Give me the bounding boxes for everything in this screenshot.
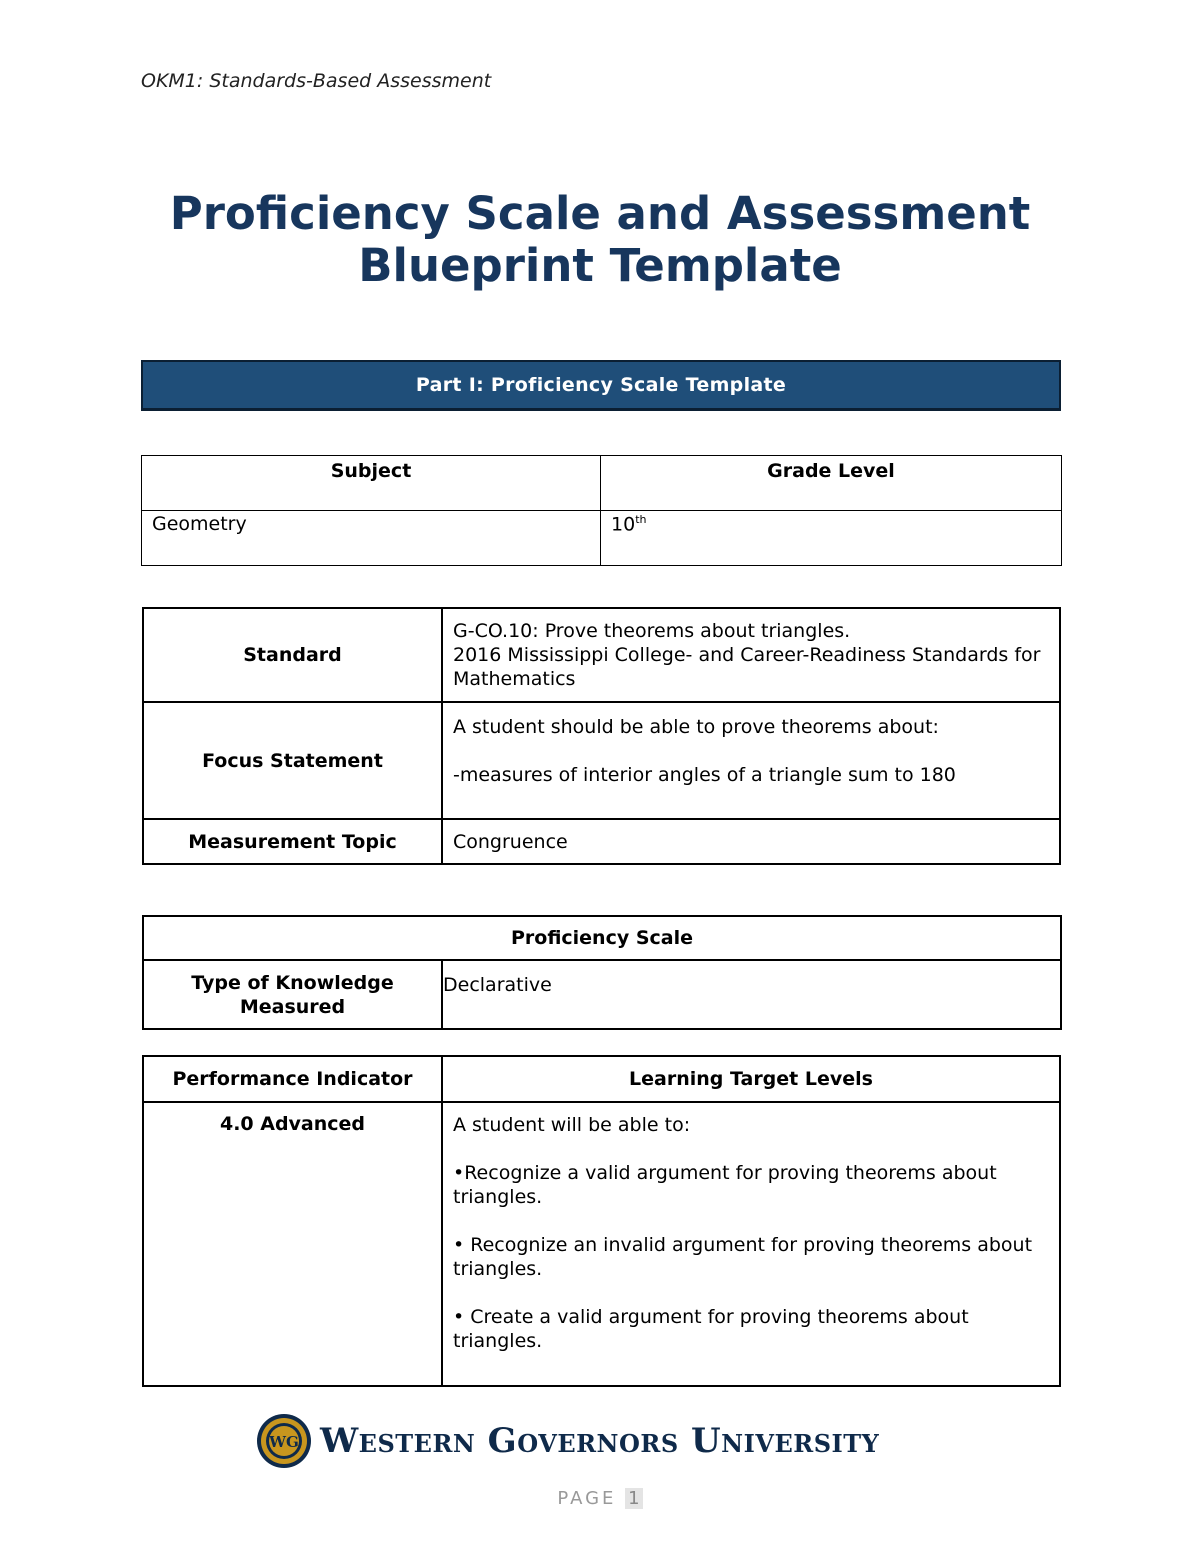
- knowledge-type-value: Declarative: [442, 960, 1061, 1029]
- subject-grade-table: [141, 455, 1062, 566]
- learning-target-header: Learning Target Levels: [442, 1056, 1060, 1102]
- proficiency-scale-table: [142, 915, 1062, 1030]
- target-item: • Create a valid argument for proving theorems about triangles.: [453, 1306, 969, 1352]
- performance-indicator-header: Performance Indicator: [143, 1056, 442, 1102]
- grade-level-header: Grade Level: [601, 456, 1062, 511]
- focus-statement-value: [442, 702, 1060, 819]
- title-line-1: Proficiency Scale and Assessment: [169, 187, 1031, 240]
- subject-header: Subject: [142, 456, 601, 511]
- svg-text:WG: WG: [269, 1433, 299, 1451]
- wgu-logo: [256, 1412, 879, 1470]
- grade-suffix: th: [635, 513, 647, 526]
- target-item: •Recognize a valid argument for proving theorems about triangles.: [453, 1162, 997, 1208]
- knowledge-type-label: Type of Knowledge Measured: [143, 960, 442, 1029]
- wgu-seal-icon: [256, 1413, 312, 1469]
- standard-line-1: G-CO.10: Prove theorems about triangles.: [453, 620, 851, 642]
- page-number: [0, 1488, 1200, 1509]
- standard-table: [142, 607, 1061, 865]
- subject-value: Geometry: [142, 511, 601, 566]
- advanced-level-targets: [442, 1102, 1060, 1386]
- standard-value: [442, 608, 1060, 702]
- target-item: • Recognize an invalid argument for proving theorems about triangles.: [453, 1234, 1033, 1280]
- proficiency-scale-caption: Proficiency Scale: [143, 916, 1061, 960]
- document-title: [0, 188, 1200, 292]
- measurement-topic-value: Congruence: [442, 819, 1060, 864]
- grade-number: 10: [611, 513, 636, 536]
- standard-line-2: 2016 Mississippi College- and Career-Readiness Standards for Mathematics: [453, 644, 1041, 690]
- page-label: PAGE: [557, 1488, 617, 1509]
- targets-intro: A student will be able to:: [453, 1114, 691, 1136]
- wgu-logo-text: Western Governors University: [320, 1421, 880, 1461]
- performance-table: [142, 1055, 1061, 1387]
- measurement-topic-label: Measurement Topic: [143, 819, 442, 864]
- focus-line-2: -measures of interior angles of a triangle sum to 180: [453, 764, 956, 786]
- course-header-note: OKM1: Standards-Based Assessment: [141, 70, 492, 92]
- page-number-value: 1: [625, 1488, 642, 1509]
- advanced-level-label: 4.0 Advanced: [143, 1102, 442, 1386]
- part-one-banner: Part I: Proficiency Scale Template: [141, 360, 1061, 411]
- focus-line-1: A student should be able to prove theorems about:: [453, 716, 939, 738]
- standard-label: Standard: [143, 608, 442, 702]
- title-line-2: Blueprint Template: [358, 239, 842, 292]
- grade-level-value: [601, 511, 1062, 566]
- focus-statement-label: Focus Statement: [143, 702, 442, 819]
